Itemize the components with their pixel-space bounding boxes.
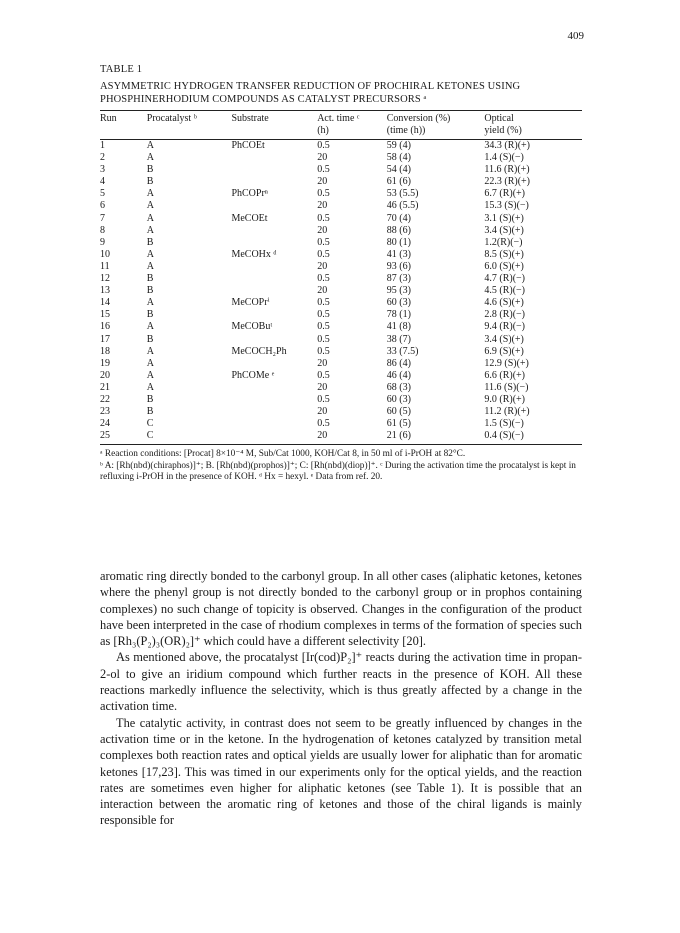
- cell-optical-yield: 4.7 (R)(−): [484, 273, 525, 285]
- header-optical-label: Optical: [484, 113, 514, 124]
- cell-substrate: [231, 285, 317, 297]
- cell-procatalyst: A: [146, 140, 154, 151]
- table-row: [100, 321, 582, 333]
- cell-run: 4: [100, 176, 105, 188]
- header-act-time-unit: (h): [317, 125, 329, 136]
- cell-substrate: MeCOPrⁱ: [231, 297, 270, 309]
- paragraph-1: aromatic ring directly bonded to the carbonyl group. In all other cases (aliphatic ketones, ketones where the phenyl group is not directly bonded to the carbonyl group or in prophos containing complexes) no such change of topicity is observed. Changes in the configuration of the product have been interpreted in the case of rhodium complexes in terms of the formation of species such as [Rh₃(P₂)₃(OR)₂]⁺ which could have a different selectivity [20].: [100, 569, 582, 649]
- cell-run: 10: [100, 248, 110, 260]
- cell-substrate: MeCOCH₂Ph: [231, 345, 287, 357]
- cell-substrate: [231, 225, 317, 237]
- cell-act-time: 0.5: [317, 333, 330, 345]
- cell-procatalyst: B: [146, 164, 154, 176]
- table-row: [100, 200, 582, 212]
- table-row: [100, 176, 582, 188]
- cell-act-time: 20: [317, 381, 328, 393]
- cell-run: 15: [100, 309, 110, 321]
- cell-substrate: [231, 273, 317, 285]
- paragraph-3: The catalytic activity, in contrast does not seem to be greatly influenced by changes in the activation time or in the ketone. In the hydrogenation of ketones catalyzed by transition metal complexes both reaction rates and optical yields are usually lower for aliphatic than for aromatic ketones [17,23]. This was timed in our experiments only for the optical yields, and the reaction rates are sometimes even higher for aliphatic ketones (see Table 1). It is possible that an interaction between the aromatic ring of ketones and those of the chiral ligands is mainly responsible for: [100, 715, 582, 828]
- cell-run: 2: [100, 152, 105, 164]
- cell-procatalyst: B: [146, 393, 154, 405]
- table-row: [100, 418, 582, 430]
- cell-act-time: 20: [317, 357, 328, 369]
- cell-conversion: 60 (3): [386, 393, 411, 405]
- cell-substrate: PhCOMe ᵉ: [231, 369, 275, 381]
- cell-conversion: 78 (1): [386, 309, 411, 321]
- table-row: [100, 188, 582, 200]
- header-act-time: [317, 111, 387, 140]
- header-optical-unit: yield (%): [484, 125, 522, 136]
- cell-act-time: 20: [317, 260, 328, 272]
- cell-act-time: 0.5: [317, 248, 330, 260]
- cell-optical-yield: 3.4 (S)(+): [484, 224, 524, 236]
- cell-substrate: [231, 309, 317, 321]
- cell-procatalyst: A: [146, 260, 154, 272]
- cell-run: 21: [100, 381, 110, 393]
- cell-optical-yield: 6.6 (R)(+): [484, 369, 525, 381]
- cell-conversion: 33 (7.5): [386, 345, 419, 357]
- cell-substrate: [231, 261, 317, 273]
- header-run-label: Run: [100, 113, 117, 124]
- cell-optical-yield: 11.6 (S)(−): [484, 381, 529, 393]
- cell-procatalyst: A: [146, 369, 154, 381]
- table-footnotes: [100, 449, 582, 484]
- cell-optical-yield: 34.3 (R)(+): [484, 140, 530, 151]
- cell-run: 25: [100, 430, 110, 442]
- cell-run: 20: [100, 369, 110, 381]
- header-conversion-label: Conversion (%): [386, 113, 451, 124]
- cell-optical-yield: 8.5 (S)(+): [484, 248, 524, 260]
- cell-act-time: 20: [317, 430, 328, 442]
- cell-run: 18: [100, 345, 110, 357]
- cell-act-time: 0.5: [317, 212, 330, 224]
- cell-procatalyst: A: [146, 297, 154, 309]
- cell-substrate: [231, 200, 317, 212]
- cell-act-time: 0.5: [317, 309, 330, 321]
- footnote-a: ᵃ Reaction conditions: [Procat] 8×10⁻⁴ M, Sub/Cat 1000, KOH/Cat 8, in 50 ml of i-PrOH at 82°C.: [100, 449, 466, 460]
- cell-optical-yield: 2.8 (R)(−): [484, 309, 525, 321]
- cell-optical-yield: 9.4 (R)(−): [484, 321, 525, 333]
- cell-conversion: 93 (6): [386, 260, 411, 272]
- cell-conversion: 95 (3): [386, 285, 411, 297]
- cell-act-time: 20: [317, 200, 328, 212]
- table-row: [100, 309, 582, 321]
- cell-substrate: PhCOPrⁿ: [231, 188, 268, 200]
- table-label: TABLE 1: [100, 64, 143, 75]
- cell-substrate: [231, 164, 317, 176]
- cell-conversion: 21 (6): [386, 430, 411, 442]
- cell-run: 23: [100, 406, 110, 418]
- data-table: [100, 111, 582, 445]
- cell-run: 19: [100, 357, 110, 369]
- cell-conversion: 46 (5.5): [386, 200, 419, 212]
- table-row: [100, 213, 582, 225]
- cell-act-time: 20: [317, 285, 328, 297]
- table-row: [100, 237, 582, 249]
- cell-act-time: 0.5: [317, 297, 330, 309]
- header-procatalyst-label: Procatalyst ᵇ: [146, 113, 197, 124]
- cell-conversion: 61 (6): [386, 176, 411, 188]
- cell-procatalyst: B: [146, 176, 154, 188]
- table-row: [100, 273, 582, 285]
- cell-optical-yield: 11.2 (R)(+): [484, 406, 530, 418]
- cell-act-time: 20: [317, 406, 328, 418]
- cell-optical-yield: 6.9 (S)(+): [484, 345, 524, 357]
- table-caption: ASYMMETRIC HYDROGEN TRANSFER REDUCTION OF PROCHIRAL KETONES USING PHOSPHINERHODIUM COMPOUNDS AS CATALYST PRECURSORS ᵃ: [100, 81, 521, 105]
- table-row: [100, 297, 582, 309]
- cell-run: 6: [100, 200, 105, 212]
- table-row: [100, 370, 582, 382]
- cell-procatalyst: B: [146, 309, 154, 321]
- cell-conversion: 87 (3): [386, 273, 411, 285]
- cell-conversion: 86 (4): [386, 357, 411, 369]
- table-row: [100, 249, 582, 261]
- cell-procatalyst: A: [146, 321, 154, 333]
- cell-act-time: 0.5: [317, 236, 330, 248]
- cell-conversion: 60 (5): [386, 406, 411, 418]
- cell-procatalyst: B: [146, 273, 154, 285]
- cell-conversion: 70 (4): [386, 212, 411, 224]
- cell-act-time: 0.5: [317, 418, 330, 430]
- cell-optical-yield: 3.1 (S)(+): [484, 212, 524, 224]
- header-row: [100, 111, 582, 140]
- cell-act-time: 0.5: [317, 164, 330, 176]
- cell-conversion: 41 (8): [386, 321, 411, 333]
- cell-optical-yield: 11.6 (R)(+): [484, 164, 530, 176]
- cell-act-time: 0.5: [317, 321, 330, 333]
- header-run: [100, 111, 145, 140]
- cell-run: 22: [100, 393, 110, 405]
- cell-procatalyst: A: [146, 224, 154, 236]
- paragraph-2: As mentioned above, the procatalyst [Ir(cod)P₂]⁺ reacts during the activation time in propan-2-ol to give an iridium compound which further reacts in the presence of KOH. All these reactions markedly influence the selectivity, which is thus greatly affected by a change in the activation time.: [100, 650, 582, 714]
- cell-procatalyst: B: [146, 406, 154, 418]
- cell-run: 9: [100, 236, 105, 248]
- cell-procatalyst: A: [146, 345, 154, 357]
- cell-conversion: 59 (4): [386, 140, 411, 151]
- cell-conversion: 38 (7): [386, 333, 411, 345]
- cell-optical-yield: 4.5 (R)(−): [484, 285, 525, 297]
- cell-optical-yield: 1.5 (S)(−): [484, 418, 524, 430]
- cell-optical-yield: 9.0 (R)(+): [484, 393, 525, 405]
- table-row: [100, 430, 582, 445]
- cell-conversion: 58 (4): [386, 152, 411, 164]
- cell-conversion: 46 (4): [386, 369, 411, 381]
- cell-optical-yield: 15.3 (S)(−): [484, 200, 529, 212]
- footnote-b-e: ᵇ A: [Rh(nbd)(chiraphos)]⁺; B. [Rh(nbd)(prophos)]⁺; C: [Rh(nbd)(diop)]⁺. ᶜ During the activation time the procatalyst is kept in refluxing i-PrOH in the presence of KOH. ᵈ Hx = hexyl. ᵉ Data from ref. 20.: [100, 460, 576, 483]
- cell-procatalyst: A: [146, 381, 154, 393]
- cell-procatalyst: A: [146, 357, 154, 369]
- cell-substrate: [231, 406, 317, 418]
- cell-conversion: 80 (1): [386, 236, 411, 248]
- cell-optical-yield: 6.0 (S)(+): [484, 260, 524, 272]
- cell-run: 13: [100, 285, 110, 297]
- cell-procatalyst: A: [146, 200, 154, 212]
- cell-procatalyst: A: [146, 152, 154, 164]
- cell-substrate: [231, 382, 317, 394]
- table-row: [100, 346, 582, 358]
- header-conversion-unit: (time (h)): [386, 125, 426, 136]
- header-procatalyst: [145, 111, 232, 140]
- cell-substrate: MeCOBuᵗ: [231, 321, 273, 333]
- table-row: [100, 382, 582, 394]
- cell-act-time: 20: [317, 224, 328, 236]
- header-conversion: [387, 111, 485, 140]
- cell-optical-yield: 1.4 (S)(−): [484, 152, 524, 164]
- cell-run: 14: [100, 297, 110, 309]
- table-row: [100, 225, 582, 237]
- table-row: [100, 334, 582, 346]
- table-row: [100, 164, 582, 176]
- cell-optical-yield: 3.4 (S)(+): [484, 333, 524, 345]
- cell-substrate: [231, 334, 317, 346]
- cell-substrate: MeCOEt: [231, 212, 268, 224]
- cell-conversion: 61 (5): [386, 418, 411, 430]
- cell-act-time: 0.5: [317, 369, 330, 381]
- table-row: [100, 394, 582, 406]
- cell-act-time: 0.5: [317, 345, 330, 357]
- header-act-time-label: Act. time ᶜ: [317, 113, 360, 124]
- cell-conversion: 68 (3): [386, 381, 411, 393]
- cell-act-time: 0.5: [317, 393, 330, 405]
- cell-act-time: 0.5: [317, 273, 330, 285]
- cell-optical-yield: 0.4 (S)(−): [484, 430, 524, 442]
- cell-procatalyst: A: [146, 248, 154, 260]
- table-row: [100, 140, 582, 153]
- cell-procatalyst: B: [146, 285, 154, 297]
- cell-substrate: [231, 394, 317, 406]
- cell-substrate: [231, 418, 317, 430]
- cell-optical-yield: 1.2(R)(−): [484, 236, 523, 248]
- table-row: [100, 406, 582, 418]
- cell-run: 17: [100, 333, 110, 345]
- page-number: 409: [567, 30, 584, 42]
- cell-act-time: 0.5: [317, 140, 330, 151]
- cell-substrate: [231, 430, 317, 445]
- cell-procatalyst: B: [146, 333, 154, 345]
- table-header: [100, 111, 582, 140]
- cell-procatalyst: C: [146, 430, 154, 442]
- table-1: [100, 64, 582, 484]
- table-row: [100, 261, 582, 273]
- cell-run: 24: [100, 418, 110, 430]
- cell-optical-yield: 4.6 (S)(+): [484, 297, 524, 309]
- table-body: [100, 140, 582, 445]
- table-row: [100, 358, 582, 370]
- cell-act-time: 0.5: [317, 188, 330, 200]
- cell-conversion: 41 (3): [386, 248, 411, 260]
- body-text: [100, 568, 582, 829]
- cell-act-time: 20: [317, 176, 328, 188]
- header-substrate: [231, 111, 317, 140]
- cell-conversion: 60 (3): [386, 297, 411, 309]
- cell-run: 7: [100, 212, 105, 224]
- cell-run: 1: [100, 140, 105, 151]
- cell-run: 8: [100, 224, 105, 236]
- table-row: [100, 152, 582, 164]
- cell-run: 3: [100, 164, 105, 176]
- cell-substrate: PhCOEt: [231, 140, 265, 151]
- cell-conversion: 54 (4): [386, 164, 411, 176]
- cell-run: 12: [100, 273, 110, 285]
- cell-substrate: [231, 176, 317, 188]
- cell-procatalyst: C: [146, 418, 154, 430]
- cell-procatalyst: B: [146, 236, 154, 248]
- cell-procatalyst: A: [146, 212, 154, 224]
- table-row: [100, 285, 582, 297]
- cell-substrate: [231, 152, 317, 164]
- cell-conversion: 88 (6): [386, 224, 411, 236]
- cell-substrate: MeCOHx ᵈ: [231, 248, 277, 260]
- cell-substrate: [231, 237, 317, 249]
- cell-run: 5: [100, 188, 105, 200]
- cell-run: 16: [100, 321, 110, 333]
- cell-optical-yield: 22.3 (R)(+): [484, 176, 530, 188]
- cell-run: 11: [100, 260, 110, 272]
- cell-conversion: 53 (5.5): [386, 188, 419, 200]
- header-optical-yield: [484, 111, 582, 140]
- cell-procatalyst: A: [146, 188, 154, 200]
- header-substrate-label: Substrate: [231, 113, 269, 124]
- cell-act-time: 20: [317, 152, 328, 164]
- cell-optical-yield: 6.7 (R)(+): [484, 188, 525, 200]
- cell-optical-yield: 12.9 (S)(+): [484, 357, 529, 369]
- cell-substrate: [231, 358, 317, 370]
